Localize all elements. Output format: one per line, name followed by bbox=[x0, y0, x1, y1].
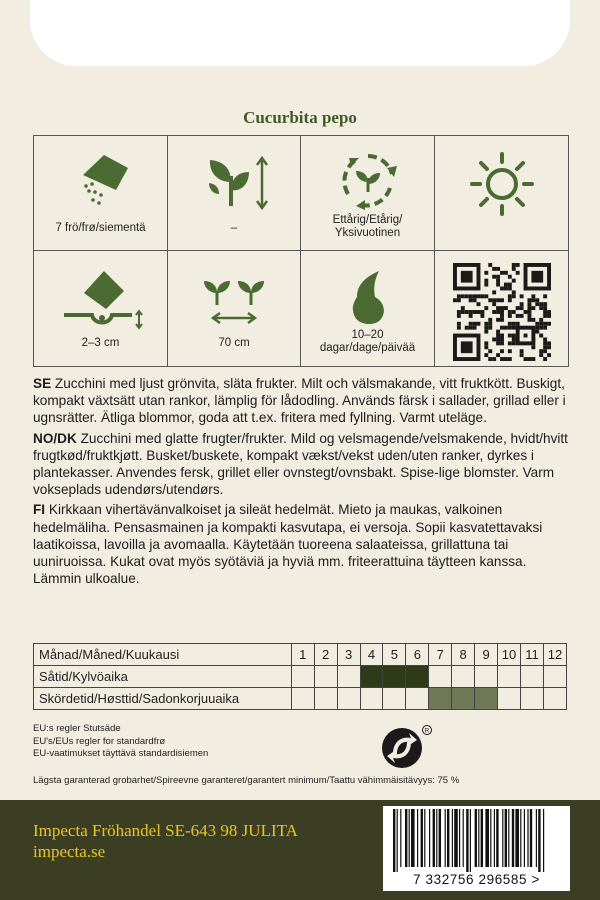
sowing-label: Såtid/Kylvöaika bbox=[34, 666, 292, 688]
sowing-month-8 bbox=[452, 666, 475, 688]
cell-plant-spacing bbox=[168, 251, 301, 366]
month-header-12: 12 bbox=[543, 644, 566, 666]
seed-packet-icon bbox=[56, 148, 146, 218]
month-header-10: 10 bbox=[498, 644, 521, 666]
description-fi-text: Kirkkaan vihertävänvalkoiset ja sileät hedelmät. Mieto ja maukas, valkoinen hedelmäliha. Pensasmainen ja kompakti kasvutapa, ei versoja. Sopii kasvatettavaksi laatikoissa, lavoilla ja avomaalla. Käytetään tuoreena salaateissa, grillattuna tai uuniruoissa. Kukat ovat myös syötäviä ja hyviä mm. friteerattuina täytteen kanssa. Lämmin ulkoalue. bbox=[33, 502, 543, 587]
sun-icon bbox=[457, 148, 547, 220]
plant-height-caption: – bbox=[230, 222, 238, 234]
month-header-5: 5 bbox=[383, 644, 406, 666]
sowing-month-10 bbox=[498, 666, 521, 688]
eu-line-no-dk: EU's/EUs regler for standardfrø bbox=[33, 735, 166, 747]
sowing-month-7 bbox=[429, 666, 452, 688]
sowing-month-2 bbox=[314, 666, 337, 688]
germination-caption-line1: 10–20 bbox=[351, 329, 384, 341]
month-header-9: 9 bbox=[475, 644, 498, 666]
sowing-depth-caption: 2–3 cm bbox=[81, 337, 120, 349]
company-address: Impecta Fröhandel SE-643 98 JULITA bbox=[33, 821, 298, 840]
month-header-4: 4 bbox=[360, 644, 383, 666]
sowing-depth-icon bbox=[56, 263, 146, 335]
qr-code[interactable] bbox=[453, 263, 551, 361]
harvest-month-7 bbox=[429, 688, 452, 710]
sowing-month-5 bbox=[383, 666, 406, 688]
month-header-7: 7 bbox=[429, 644, 452, 666]
month-header-11: 11 bbox=[521, 644, 544, 666]
month-header-1: 1 bbox=[291, 644, 314, 666]
plant-spacing-caption: 70 cm bbox=[218, 337, 250, 349]
sowing-month-3 bbox=[337, 666, 360, 688]
month-header-6: 6 bbox=[406, 644, 429, 666]
cell-plant-height bbox=[168, 136, 301, 251]
germination-caption bbox=[301, 329, 434, 355]
calendar-row-sowing bbox=[34, 666, 567, 688]
harvest-month-11 bbox=[521, 688, 544, 710]
harvest-month-5 bbox=[383, 688, 406, 710]
description-se-text: Zucchini med ljust grönvita, släta frukter. Milt och välsmakande, vitt fruktkött. Buskigt, kompakt växtsätt utan rankor, lämplig för lådodling. Används färsk i sallader, grillad eller i ugnsrätter. Ätliga blommor, goda att t.ex. fritera med fyllning. Varmt uteläge. bbox=[33, 376, 566, 426]
harvest-month-12 bbox=[543, 688, 566, 710]
harvest-month-2 bbox=[314, 688, 337, 710]
harvest-month-8 bbox=[452, 688, 475, 710]
barcode bbox=[383, 806, 570, 891]
calendar-row-harvest bbox=[34, 688, 567, 710]
sowing-month-4 bbox=[360, 666, 383, 688]
harvest-month-10 bbox=[498, 688, 521, 710]
barcode-number: 7 332756 296585 > bbox=[413, 872, 540, 887]
calendar-header-row bbox=[34, 644, 567, 666]
seedling-height-icon bbox=[189, 148, 279, 218]
icon-grid bbox=[33, 135, 569, 367]
cell-germination-time bbox=[301, 251, 435, 366]
description-fi bbox=[33, 501, 573, 587]
sowing-month-6 bbox=[406, 666, 429, 688]
eu-line-fi: EU-vaatimukset täyttävä standardisiemen bbox=[33, 748, 209, 759]
lifecycle-caption-line2: Yksivuotinen bbox=[334, 227, 401, 239]
lifecycle-caption-line1: Ettårig/Etårig/ bbox=[332, 214, 403, 226]
lang-label-se: SE bbox=[33, 376, 52, 391]
month-header-8: 8 bbox=[452, 644, 475, 666]
company-info bbox=[33, 820, 298, 862]
description-no-dk bbox=[33, 430, 573, 499]
germination-caption-line2: dagar/dage/päivää bbox=[319, 342, 416, 354]
growing-calendar bbox=[33, 643, 567, 710]
annual-cycle-icon bbox=[323, 148, 413, 214]
lifecycle-caption bbox=[301, 214, 434, 240]
seed-count-caption: 7 frö/frø/siementä bbox=[55, 222, 146, 234]
harvest-month-3 bbox=[337, 688, 360, 710]
sowing-month-11 bbox=[521, 666, 544, 688]
harvest-month-1 bbox=[291, 688, 314, 710]
harvest-month-4 bbox=[360, 688, 383, 710]
month-header-2: 2 bbox=[314, 644, 337, 666]
lang-label-no-dk: NO/DK bbox=[33, 430, 77, 446]
species-name: Cucurbita pepo bbox=[243, 108, 357, 127]
harvest-month-9 bbox=[475, 688, 498, 710]
lang-label-fi: FI bbox=[33, 502, 46, 518]
company-website[interactable]: impecta.se bbox=[33, 842, 106, 861]
eu-line-se: EU:s regler Stutsäde bbox=[33, 723, 121, 734]
hang-hole bbox=[30, 0, 570, 66]
cell-qr bbox=[435, 251, 568, 366]
harvest-label: Skördetid/Høsttid/Sadonkorjuuaika bbox=[34, 688, 292, 710]
month-header-3: 3 bbox=[337, 644, 360, 666]
cell-seed-count bbox=[34, 136, 168, 251]
barcode-bars bbox=[383, 806, 570, 872]
description-se bbox=[33, 375, 573, 427]
germination-seed-icon bbox=[323, 263, 413, 331]
harvest-month-6 bbox=[406, 688, 429, 710]
sowing-month-9 bbox=[475, 666, 498, 688]
germination-guarantee: Lägsta garanterad grobarhet/Spireevne garanteret/garantert minimum/Taattu vähimmäisitävyys: 75 % bbox=[33, 775, 460, 786]
calendar-header-label: Månad/Måned/Kuukausi bbox=[34, 644, 292, 666]
sowing-month-1 bbox=[291, 666, 314, 688]
eu-standard-text bbox=[33, 723, 208, 761]
cell-sun-exposure bbox=[435, 136, 568, 251]
cell-lifecycle bbox=[301, 136, 435, 251]
plant-spacing-icon bbox=[189, 263, 279, 335]
cell-sowing-depth bbox=[34, 251, 168, 366]
sowing-month-12 bbox=[543, 666, 566, 688]
svg-text:R: R bbox=[424, 727, 430, 735]
green-dot-recycle-icon bbox=[381, 724, 433, 772]
description-block bbox=[33, 375, 573, 590]
description-no-dk-text: Zucchini med glatte frugter/frukter. Mild og velsmagende/velsmakende, hvidt/hvitt frugtkød/fruktkjøtt. Busket/buskete, kompakt vækst/vekst uden/uten ranker, dyrkes i plantekasser. Anvendes fersk, grillet eller ovnstegt/ovnsbakt. Spise-lige blomster. Varm vokseplads udendørs/utendørs. bbox=[33, 430, 568, 498]
